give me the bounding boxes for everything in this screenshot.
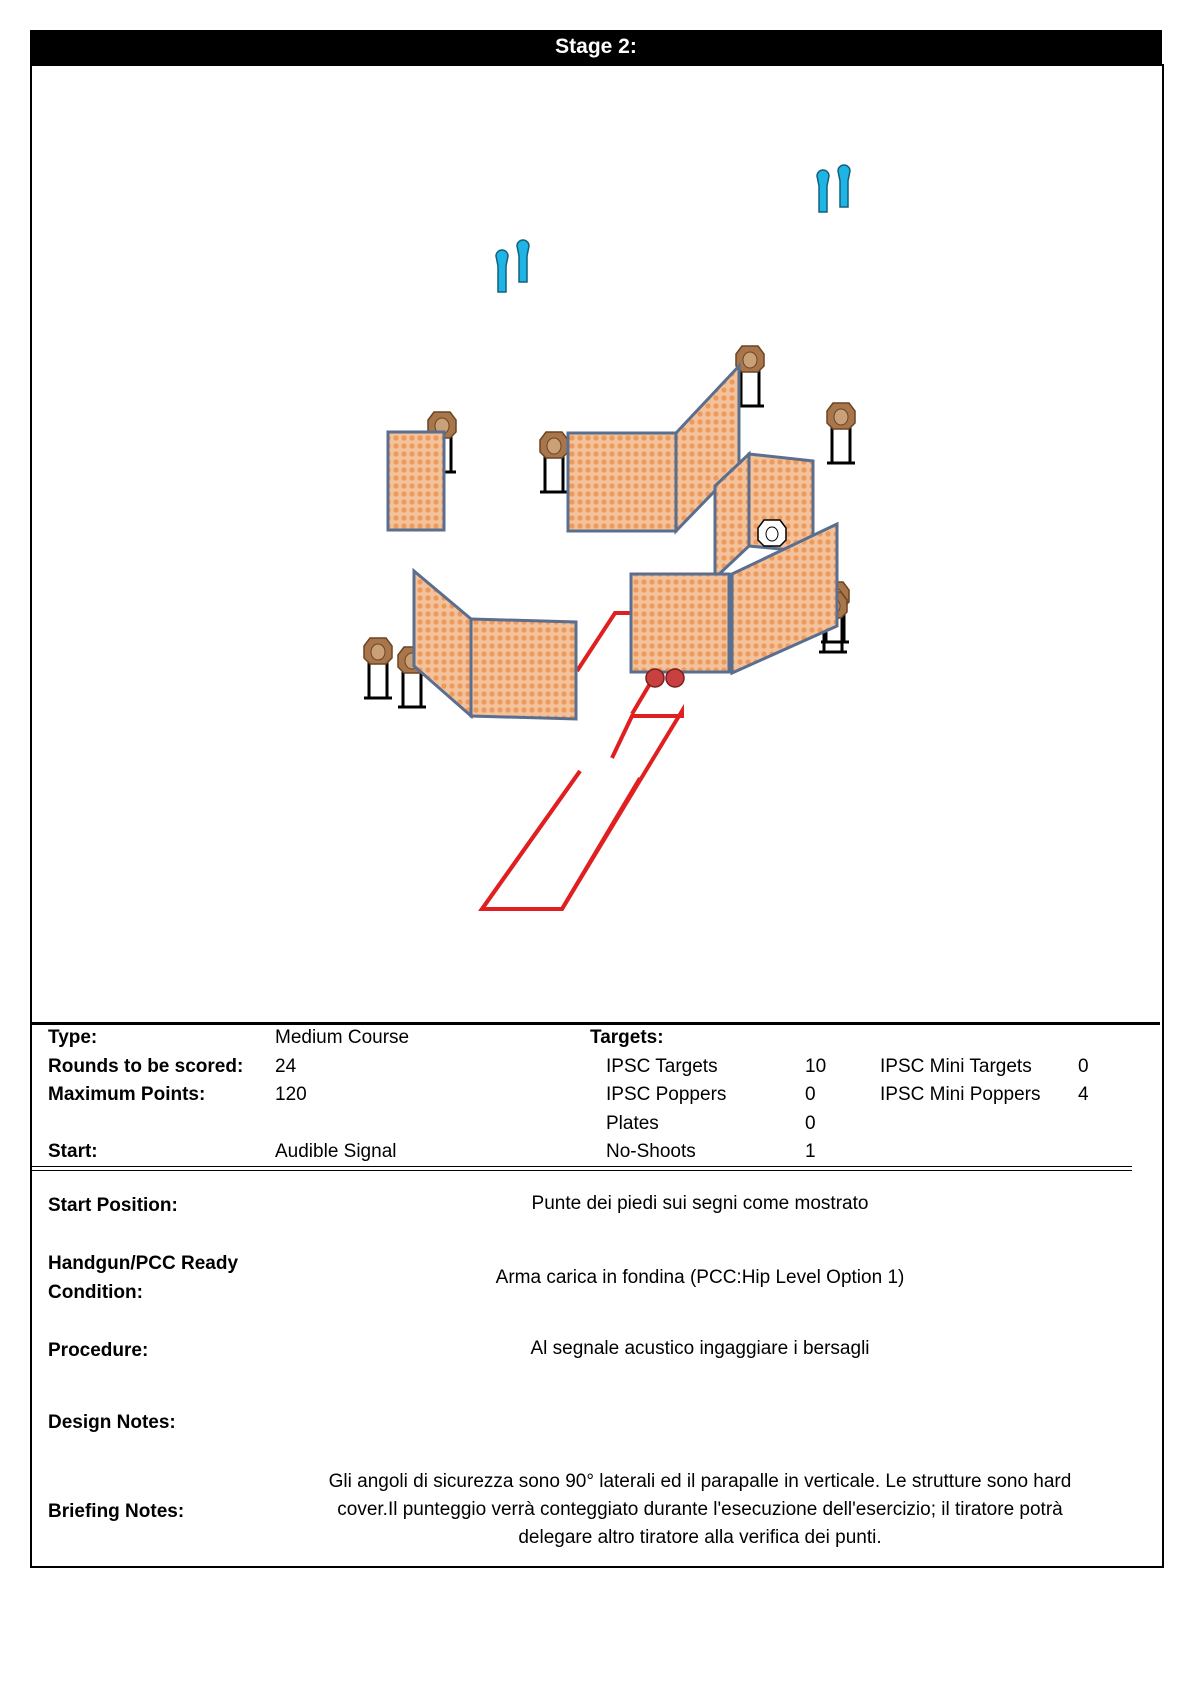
ipsc-targets-label: IPSC Targets xyxy=(606,1056,718,1077)
mini-poppers-value: 4 xyxy=(1078,1084,1089,1105)
rounds-label: Rounds to be scored: xyxy=(48,1056,244,1077)
start-label: Start: xyxy=(48,1141,98,1162)
plates-label: Plates xyxy=(606,1113,659,1134)
wall-panel xyxy=(414,571,471,716)
procedure-value: Al segnale acustico ingaggiare i bersagli xyxy=(530,1338,870,1359)
double-divider xyxy=(32,1166,1132,1171)
no-shoots-value: 1 xyxy=(805,1141,816,1162)
no-shoots-label: No-Shoots xyxy=(606,1141,696,1162)
ipsc-targets-value: 10 xyxy=(805,1056,827,1077)
ready-condition-value: Arma carica in fondina (PCC:Hip Level Option 1) xyxy=(495,1267,905,1288)
ipsc-poppers-value: 0 xyxy=(805,1084,816,1105)
ready-condition-label-1: Handgun/PCC Ready xyxy=(48,1253,239,1274)
start-value: Audible Signal xyxy=(275,1141,397,1162)
mini-popper xyxy=(817,170,829,212)
start-mark xyxy=(646,669,664,687)
design-notes-label: Design Notes: xyxy=(48,1412,176,1433)
plates-value: 0 xyxy=(805,1113,816,1134)
no-shoot-target xyxy=(758,520,786,546)
briefing-line-2: cover.Il punteggio verrà conteggiato durante l'esecuzione dell'esercizio; il tiratore potrà xyxy=(337,1499,1063,1520)
ready-condition-label-2: Condition: xyxy=(48,1282,143,1303)
mini-targets-label: IPSC Mini Targets xyxy=(880,1056,1032,1077)
wall-panel xyxy=(631,574,729,672)
max-points-value: 120 xyxy=(275,1084,307,1105)
rounds-value: 24 xyxy=(275,1056,297,1077)
shooting-box xyxy=(482,771,640,909)
briefing-line-3: delegare altro tiratore alla verifica dei punti. xyxy=(518,1527,882,1548)
mini-popper xyxy=(838,165,850,207)
type-label: Type: xyxy=(48,1027,98,1048)
section-divider xyxy=(32,1022,1160,1025)
ipsc-target xyxy=(540,432,568,492)
targets-label: Targets: xyxy=(590,1027,664,1048)
start-mark xyxy=(666,669,684,687)
wall-panel xyxy=(388,432,444,530)
stage-diagram xyxy=(32,66,1160,1022)
start-position-label: Start Position: xyxy=(48,1195,178,1216)
mini-popper xyxy=(496,250,508,292)
stage-title: Stage 2: xyxy=(30,30,1162,64)
wall-panel xyxy=(568,433,676,531)
ipsc-poppers-label: IPSC Poppers xyxy=(606,1084,727,1105)
ipsc-target xyxy=(364,638,392,698)
start-position-value: Punte dei piedi sui segni come mostrato xyxy=(531,1193,869,1214)
briefing-line-1: Gli angoli di sicurezza sono 90° laterali ed il parapalle in verticale. Le strutture sono hard xyxy=(328,1471,1072,1492)
wall-panel xyxy=(471,619,576,719)
mini-targets-value: 0 xyxy=(1078,1056,1089,1077)
type-value: Medium Course xyxy=(275,1027,410,1048)
ipsc-target xyxy=(827,403,855,463)
mini-poppers-label: IPSC Mini Poppers xyxy=(880,1084,1041,1105)
max-points-label: Maximum Points: xyxy=(48,1084,206,1105)
mini-popper xyxy=(517,240,529,282)
procedure-label: Procedure: xyxy=(48,1340,149,1361)
briefing-notes-label: Briefing Notes: xyxy=(48,1501,185,1522)
